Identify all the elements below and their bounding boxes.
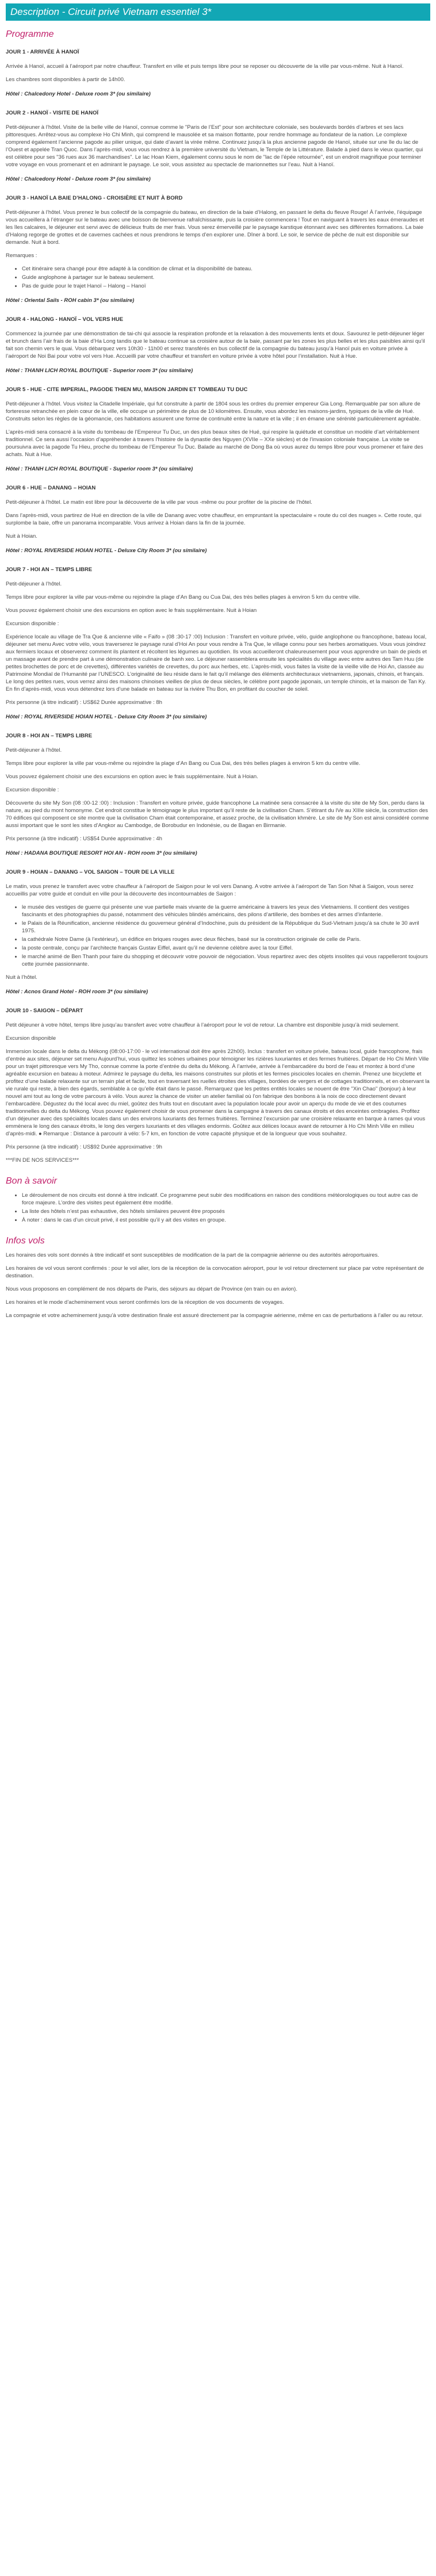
- hotel-line: Hôtel : ROYAL RIVERSIDE HOIAN HOTEL - Deluxe City Room 3* (ou similaire): [6, 548, 207, 554]
- day-title: JOUR 1 - ARRIVÉE À HANOÏ: [6, 49, 79, 55]
- paragraph: Les horaires et le mode d’acheminement vous seront confirmés lors de la réception de vos documents de voyages.: [6, 1299, 284, 1306]
- list-item: • Guide anglophone à partager sur le bateau seulement.: [22, 274, 430, 281]
- day-section: [6, 386, 430, 473]
- day-paragraph: Remarques :: [6, 252, 37, 259]
- day-paragraph: Prix personne (à titre indicatif) : US$92 Durée approximative : 9h: [6, 1144, 162, 1150]
- day-paragraph: Vous pouvez également choisir une des excursions en option avec le frais supplémentaire. Nuit à Hoian.: [6, 774, 258, 780]
- hotel-line: Hôtel : Chalcedony Hotel - Deluxe room 3* (ou similaire): [6, 91, 151, 97]
- day-paragraph: Nuit à Hoian.: [6, 533, 37, 539]
- hotel-line: Hôtel : Oriental Sails - ROH cabin 3* (ou similaire): [6, 297, 135, 304]
- list-item: • le marché animé de Ben Thanh pour faire du shopping et découvrir votre pouvoir de négociation. Vous repartirez avec des objets insolites qui vous rappelleront toujours cette journée passionnante.: [22, 953, 430, 968]
- programme-heading: Programme: [6, 29, 54, 39]
- programme-days: [6, 48, 430, 1164]
- day-section: [6, 194, 430, 304]
- day-paragraph: Temps libre pour explorer la ville par vous-même ou rejoindre la plage d’An Bang ou Cua Dai, des très belles plages à environ 5 km du centre ville.: [6, 594, 361, 600]
- day-section: [6, 316, 430, 374]
- day-paragraph: ***FIN DE NOS SERVICES***: [6, 1157, 79, 1163]
- day-paragraph: Les chambres sont disponibles à partir de 14h00.: [6, 76, 125, 83]
- day-title: JOUR 3 - HANOÏ LA BAIE D’HALONG - CROISIÈRE ET NUIT À BORD: [6, 195, 183, 201]
- day-paragraph: Immersion locale dans le delta du Mékong (08:00-17:00 - le vol international doit être après 22h00). Inclus : transfert en voiture privée, bateau local, guide francophone, frais d’entrée aux sites, déjeuner set menu Aujourd’hui, vous quittez les scènes urbaines pour témoigner les rizières luxuriantes et des fermes fruitières. Départ de Ho Chi Minh Ville pour un trajet pittoresque vers My Tho, connue comme la porte d’entrée du delta du Mékong. À l’arrivée, arrivée à l’embarcadère du bord de l’eau et montez à bord d’une agréable excursion en bateau à moteur. Admirez le paysage du delta, les maisons construites sur pilotis et les fermes piscicoles locales en chemin. Prenez une bicyclette et profitez d’une balade relaxante sur un terrain plat et facile, tout en traversant les ruelles étroites des villages, bordées de vergers et de cottages traditionnels, et en observant la vie rurale qui reste, à bien des égards, semblable à ce qu’elle était dans le passé. Remarquez que les petites entités locales se nouent de être "Xin Chao" (bonjour) à leur nouvel ami tout au long de votre parcours à vélo. Vous aurez la chance de visiter un atelier familial où l’on fabrique des bonbons à la noix de coco directement devant l’embarcadère. Dégustez du thé local avec du miel, goûtez des fruits tout en discutant avec la population locale pour avoir un aperçu du mode de vie et des coutumes traditionnelles du delta du Mékong. Vous pouvez également choisir de vous promener dans la campagne à travers des canaux étroits et des enceintes ombragées. Profitez d’un déjeuner avec des spécialités locales dans un des environs luxuriants des fermes fruitières. Terminez l’excursion par une croisière relaxante en barque à rames qui vous emmènera le long des canaux étroits, le long des vergers luxuriants et des villages endormis. Goûtez aux délices locaux avant de retourner à Ho Chi Minh Ville en milieu d’après-midi. ● Remarque : Distance à parcourir à vélo: 5-7 km, en fonction de votre capacité physique et de la longueur que vous souhaitez.: [6, 1048, 430, 1137]
- day-paragraph: Nuit à l’hôtel.: [6, 974, 37, 981]
- day-section: [6, 732, 430, 857]
- paragraph: Les horaires de vol vous seront confirmés : pour le vol aller, lors de la réception de la convocation aéroport, pour le vol retour directement sur place par votre représentant de destination.: [6, 1265, 424, 1279]
- day-paragraph: Excursion disponible :: [6, 621, 59, 627]
- hotel-line: Hôtel : Chalcedony Hotel - Deluxe room 3* (ou similaire): [6, 176, 151, 182]
- day-title: JOUR 8 - HOI AN – TEMPS LIBRE: [6, 733, 93, 739]
- bon-a-savoir-heading: Bon à savoir: [6, 1176, 57, 1186]
- day-bullet-list: [6, 904, 430, 968]
- list-item: • À noter : dans le cas d’un circuit privé, il est possible qu’il y ait des visites en groupe.: [22, 1216, 430, 1224]
- day-title: JOUR 9 - HOIAN – DANANG – VOL SAIGON – TOUR DE LA VILLE: [6, 869, 175, 875]
- day-paragraph: Arrivée à Hanoï, accueil à l’aéroport par notre chauffeur. Transfert en ville et puis temps libre pour se reposer ou découverte de la ville par vous-même. Nuit à Hanoï.: [6, 63, 404, 70]
- day-paragraph: Vous pouvez également choisir une des excursions en option avec le frais supplémentaire. Nuit à Hoian: [6, 607, 257, 614]
- day-title: JOUR 7 - HOI AN – TEMPS LIBRE: [6, 567, 93, 573]
- page-title: Description - Circuit privé Vietnam essentiel 3*: [6, 3, 430, 21]
- day-paragraph: Le matin, vous prenez le transfert avec votre chauffeur à l’aéroport de Saigon pour le vol vers Danang. A votre arrivée à l’aéroport de Tan Son Nhat à Saigon, vous serez accueillis par votre guide et conduit en ville pour la découverte des incontournables de Saigon :: [6, 883, 414, 897]
- day-paragraph: Petit-déjeuner à l’hôtel. Vous visitez la Citadelle Impériale, qui fut construite à partir de 1804 sous les ordres du premier empereur Gia Long. Remarquable par son allure de forteresse retranchée en plein cœur de la ville, elle occupe un périmètre de plus de 10 kilomètres. Ensuite, vous abordez les maisons-jardins, typiques de la ville de Hué. Construits selon les règles de la géomancie, ces habitations assurent une forme de continuité entre la nature et la ville ; il en émane une sérénité particulièrement agréable.: [6, 401, 421, 422]
- day-paragraph: Petit-déjeuner à l’hôtel. Visite de la belle ville de Hanoï, connue comme le "Paris de l’Est" pour son architecture coloniale, ses boulevards bordés d’arbres et ses lacs pittoresques. Arrêtez-vous au complexe Ho Chi Minh, qui comprend le mausolée et sa maison flottante, pour rendre hommage au fondateur de la nation. Le complexe comprend également l’ancienne pagode au pilier unique, qui date d’avant la virée même. Continuez jusqu’à la plus ancienne pagode de Hanoï, située sur une île du lac de l’Ouest et appelée Tran Quoc. Dans l’après-midi, vous vous rendrez à la première université du Vietnam, le Temple de la Littérature. Balade à pied dans le vieux quartier, qui est célèbre pour ses "36 rues aux 36 marchandises". Le lac Hoan Kiem, également connu sous le nom de "lac de l’épée retournée", est un endroit magnifique pour terminer votre voyage en vous promenant et en admirant le paysage. Le soir, vous assistez au spectacle de marionnettes sur l’eau. Nuit à Hanoï.: [6, 124, 423, 168]
- list-item: • Pas de guide pour le trajet Hanoï – Halong – Hanoï: [22, 282, 430, 290]
- hotel-line: Hôtel : HADANA BOUTIQUE RESORT HOI AN - ROH room 3* (ou similaire): [6, 850, 197, 856]
- paragraph: Les horaires des vols sont donnés à titre indicatif et sont susceptibles de modification de la part de la compagnie aérienne ou des autorités aéroportuaires.: [6, 1252, 380, 1258]
- day-paragraph: Petit-déjeuner à l’hôtel. Le matin est libre pour la découverte de la ville par vous -même ou pour profiter de la piscine de l’hôtel.: [6, 499, 312, 506]
- day-section: [6, 48, 430, 98]
- day-section: [6, 868, 430, 996]
- day-title: JOUR 10 - SAIGON – DÉPART: [6, 1008, 83, 1014]
- day-bullet-list: [6, 265, 430, 290]
- day-paragraph: L’après-midi sera consacré à la visite du tombeau de l’Empereur Tu Duc, un des plus beaux sites de Hué, qui respire la quiétude et constitue un modèle d’art véritablement traditionnel. Ce sera aussi l’occasion d’appréhender à travers l’histoire de la dynastie des Nguyen (XVIIe – XXe siècles) et de l’invasion coloniale française. La visite se poursuivra avec la pagode Tu Hieu, proche du tombeau de l’Empereur Tu Duc. Balade au marché de Dong Ba où vous aurez du temps libre pour vous promener et faire des achats. Nuit à Hue.: [6, 429, 423, 458]
- infos-vols-heading: Infos vols: [6, 1236, 45, 1246]
- day-paragraph: Dans l’après-midi, vous partirez de Hué en direction de la ville de Danang avec votre chauffeur, en empruntant la spectaculaire « route du col des nuages ». Cette route, qui surplombe la baie, offre un panorama incomparable. Vous arrivez à Hoian dans la fin de la journée.: [6, 512, 422, 526]
- day-paragraph: Prix personne (à titre indicatif) : US$62 Durée approximative : 8h: [6, 699, 162, 706]
- hotel-line: Hôtel : Acnos Grand Hotel - ROH room 3* (ou similaire): [6, 989, 148, 995]
- day-paragraph: Excursion disponible :: [6, 787, 59, 793]
- day-paragraph: Découverte du site My Son (08 :00-12 :00) : Inclusion : Transfert en voiture privée, guide francophone La matinée sera consacrée à la visite du site de My Son, perdu dans la nature, au pied du mont homonyme. Cet endroit constitue le témoignage le plus important qu’il reste de la civilisation Cham. S’étirant du IVe au XIIIe siècle, la construction des 70 édifices qui composent ce site montre que la civilisation Cham était contemporaine, et assez proche, de la civilisation khmère. Le site de My Son est ainsi considéré comme aussi important que le sont les sites d’Angkor au Cambodge, de Borobudur en Indonésie, ou de Bagan en Birmanie.: [6, 800, 429, 829]
- paragraph: Nous vous proposons en complément de nos départs de Paris, des séjours au départ de Province (en train ou en avion).: [6, 1286, 297, 1292]
- hotel-line: Hôtel : THANH LICH ROYAL BOUTIQUE - Superior room 3* (ou similaire): [6, 466, 193, 472]
- day-paragraph: Commencez la journée par une démonstration de tai-chi qui associe la respiration profonde et la relaxation à des mouvements lents et doux. Savourez le petit-déjeuner léger et brunch dans l’air frais de la baie d’Ha Long tandis que le bateau continue sa croisière autour de la baie, passant par les zones les plus belles et les plus paisibles ainsi qu’il fait son chemin vers le quai. Vous débarquez vers 10h30 - 11h00 et serez transférés en bus collectif de la compagnie du bateau jusqu’à Hanoï puis en voiture privée à l’aéroport de Noi Bai pour votre vol vers Hue. Accueilli par votre chauffeur et transfert en voiture privée à votre hôtel pour l’installation. Nuit à Hue.: [6, 331, 425, 359]
- day-paragraph: Excursion disponible: [6, 1035, 56, 1042]
- day-title: JOUR 6 - HUE – DANANG – HOIAN: [6, 485, 96, 491]
- bon-a-savoir-list: [6, 1192, 430, 1224]
- hotel-line: Hôtel : THANH LICH ROYAL BOUTIQUE - Superior room 3* (ou similaire): [6, 368, 193, 374]
- day-title: JOUR 4 - HALONG - HANOÏ – VOL VERS HUE: [6, 316, 124, 323]
- day-section: [6, 566, 430, 721]
- day-paragraph: Petit-déjeuner à l’hôtel.: [6, 581, 62, 587]
- day-paragraph: Petit-déjeuner à l’hôtel. Vous prenez le bus collectif de la compagnie du bateau, en direction de la baie d’Halong, en passant le delta du fleuve Rouge! À l’arrivée, l’équipage vous accueillera à l’étranger sur le bateau avec une boisson de bienvenue rafraîchissante, puis la croisière commencera ! Tout en naviguant à travers les eaux émeraudes et les îles calcaires, le déjeuner est servi avec de délicieux fruits de mer frais. Vous serez émerveillé par le paysage karstique étonnant avec ses différentes formations. La baie d’Halong regorge de grottes et de cavernes cachées et nous prendrons le temps d’en explorer une. Dîner à bord. Le soir, le service de pêche de nuit est disponible sur demande. Nuit à bord.: [6, 209, 424, 246]
- day-title: JOUR 2 - HANOÏ - VISITE DE HANOÏ: [6, 110, 98, 116]
- day-paragraph: Expérience locale au village de Tra Que & ancienne ville « Faifo » (08 :30-17 :00) Inclusion : Transfert en voiture privée, vélo, guide anglophone ou francophone, bateau local, déjeuner set menu Avec votre vélo, vous traverserez le paysage rural d’Hoi An pour vous rendre à Tra Que, le village connu pour ses herbes aromatiques. Vous vous joindrez aux fermiers locaux et observerez comment ils plantent et récoltent les légumes au quotidien. Ils vous accueilleront chaleureusement pour vous apprendre un bain de pieds et un massage avant de prendre part à une démonstration culinaire de banh xeo. Le déjeuner rassemblera ensuite les spécialités du village avec entre autres des Tam Huu (de petites brochettes de porc et de crevettes), différentes variétés de crevettes, du porc aux herbes, etc. L’après-midi, vous faites la visite de la vieille ville de Hoi An, classée au Patrimoine Mondial de l’Humanité par l’UNESCO. L’originalité de lieu réside dans le fait qu’il mélange des éléments architecturaux vietnamiens, japonais, chinois, et français. Le long des petites rues, vous verrez ainsi des maisons chinoises vieilles de plus de deux siècles, le célèbre pont pagode japonais, un temple chinois, et la maison de Tan Ky. En fin d’après-midi, vous vous détendrez lors d’une balade en bateau sur la rivière Thu Bon, en profitant du coucher de soleil.: [6, 634, 427, 692]
- day-paragraph: Petit-déjeuner à l’hôtel.: [6, 747, 62, 753]
- hotel-line: Hôtel : ROYAL RIVERSIDE HOIAN HOTEL - Deluxe City Room 3* (ou similaire): [6, 714, 207, 720]
- day-section: [6, 484, 430, 554]
- list-item: • La liste des hôtels n’est pas exhaustive, des hôtels similaires peuvent être proposés: [22, 1208, 430, 1215]
- day-paragraph: Prix personne (à titre indicatif) : US$54 Durée approximative : 4h: [6, 836, 162, 842]
- list-item: • le musée des vestiges de guerre qui présente une vue partielle mais vivante de la guerre américaine à travers les yeux des Vietnamiens. Il contient des vestiges fascinants et des photographies du passé, notamment des véhicules blindés américains, des pilons d’artillerie, des bombes et des armes d’infanterie.: [22, 904, 430, 918]
- day-paragraph: Temps libre pour explorer la ville par vous-même ou rejoindre la plage d’An Bang ou Cua Dai, des très belles plages à environ 5 km du centre ville.: [6, 760, 361, 767]
- list-item: • Le déroulement de nos circuits est donné à titre indicatif. Ce programme peut subir des modifications en raison des conditions météorologiques ou tout autre cas de force majeure. L’ordre des visites peut également être modifié.: [22, 1192, 430, 1207]
- day-section: [6, 109, 430, 183]
- day-title: JOUR 5 - HUE - CITE IMPERIAL, PAGODE THIEN MU, MAISON JARDIN ET TOMBEAU TU DUC: [6, 386, 248, 393]
- list-item: • le Palais de la Réunification, ancienne résidence du gouverneur général d’Indochine, puis du président de la République du Sud-Vietnam jusqu’à sa chute le 30 avril 1975.: [22, 920, 430, 935]
- list-item: • Cet itinéraire sera changé pour être adapté à la condition de climat et la disponibilité de bateau.: [22, 265, 430, 273]
- list-item: • la cathédrale Notre Dame (à l’extérieur), un édifice en briques rouges avec deux flèches, basé sur la construction originale de celle de Paris.: [22, 936, 430, 943]
- day-section: [6, 1007, 430, 1164]
- list-item: • la poste centrale, conçu par l’architecte français Gustav Eiffel, avant qu’il ne devienne célèbre avec la tour Eiffel.: [22, 944, 430, 952]
- paragraph: La compagnie et votre acheminement jusqu’à votre destination finale est assuré directement par la compagnie aérienne, même en cas de perturbations à l’aller ou au retour.: [6, 1312, 423, 1319]
- day-paragraph: Petit déjeuner à votre hôtel, temps libre jusqu’au transfert avec votre chauffeur à l’aéroport pour le vol de retour. La chambre est disponible jusqu’à midi seulement.: [6, 1022, 400, 1028]
